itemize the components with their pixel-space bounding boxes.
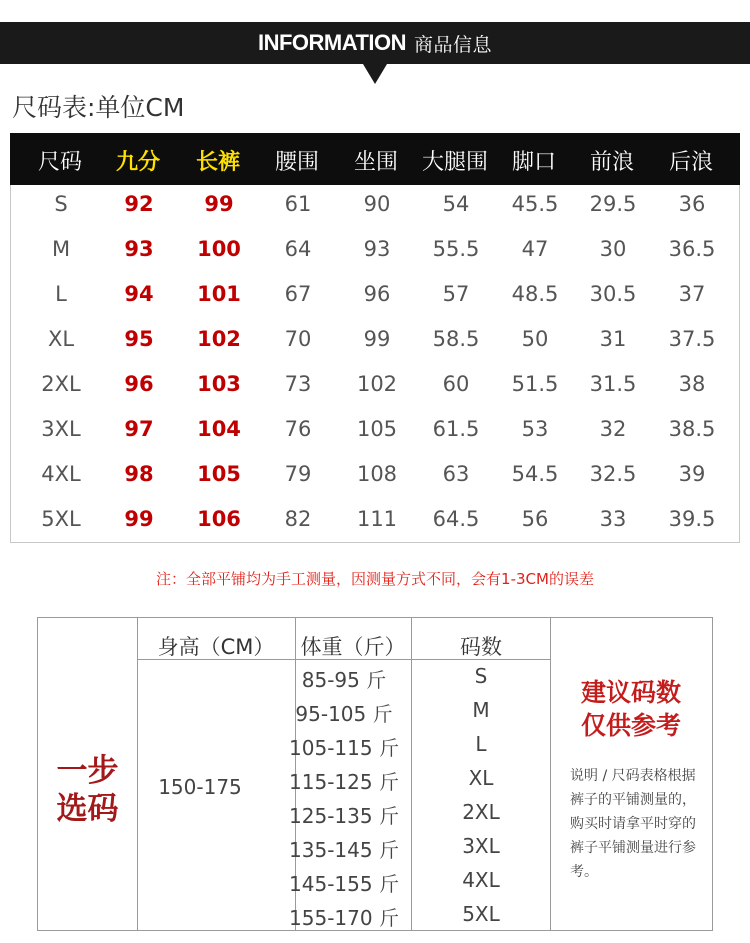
info-banner (0, 22, 750, 64)
size-cell: 105 (197, 462, 241, 486)
size-header-cell: 坐围 (353, 150, 398, 175)
size-header-cell: 九分 (115, 150, 160, 175)
size-cell: M (51, 237, 71, 261)
size-cell: 54.5 (511, 462, 559, 486)
size-cell: 38 (678, 372, 706, 396)
size-cell: 63 (442, 462, 470, 486)
size-header-cell: 后浪 (668, 150, 713, 175)
height-range-value: 150-175 (158, 775, 242, 799)
height-header: 身高（CM） (157, 635, 275, 659)
size-cell: 97 (124, 417, 154, 441)
size-cell: 102 (356, 372, 398, 396)
size-cell: 67 (284, 282, 312, 306)
weight-header: 体重（斤） (300, 635, 406, 659)
banner-title-zh: 商品信息 (414, 33, 493, 56)
size-cell: 103 (197, 372, 241, 396)
size-cell: 96 (124, 372, 154, 396)
banner-arrow-icon (363, 64, 387, 84)
size-cell: 2XL (41, 372, 81, 396)
size-chart-table (10, 133, 740, 543)
weight-range-item: 95-105 斤 (295, 702, 393, 726)
size-cell: 38.5 (668, 417, 716, 441)
column-divider (550, 618, 551, 930)
table-row (11, 185, 741, 230)
table-row (11, 500, 741, 545)
size-cell: 29.5 (589, 192, 637, 216)
column-divider (137, 618, 138, 930)
size-header-cell: 大腿围 (421, 150, 488, 175)
recommended-size-item: 5XL (462, 902, 500, 926)
size-cell: 93 (363, 237, 391, 261)
weight-range-item: 85-95 斤 (301, 668, 387, 692)
recommended-size-item: 2XL (462, 800, 500, 824)
size-cell: 111 (356, 507, 398, 531)
size-cell: 32.5 (589, 462, 637, 486)
size-cell: 39.5 (668, 507, 716, 531)
size-chart-header (10, 133, 740, 185)
size-cell: 70 (284, 327, 312, 351)
size-cell: 64.5 (432, 507, 480, 531)
size-cell: 96 (363, 282, 391, 306)
table-row (11, 275, 741, 320)
size-cell: 105 (356, 417, 398, 441)
size-cell: 36 (678, 192, 706, 216)
recommended-size-item: XL (468, 766, 494, 790)
size-cell: 99 (124, 507, 154, 531)
table-row (11, 230, 741, 275)
size-header-cell: 尺码 (37, 150, 82, 175)
weight-range-item: 125-135 斤 (289, 804, 399, 828)
size-cell: 58.5 (432, 327, 480, 351)
weight-range-item: 155-170 斤 (289, 906, 399, 930)
table-row (11, 455, 741, 500)
size-cell: 3XL (41, 417, 81, 441)
table-row (11, 320, 741, 365)
size-cell: 57 (442, 282, 470, 306)
size-cell: 99 (204, 192, 234, 216)
weight-range-item: 145-155 斤 (289, 872, 399, 896)
size-cell: 31 (599, 327, 627, 351)
size-chart-title: 尺码表:单位CM (12, 93, 185, 122)
advice-title: 建议码数 仅供参考 (580, 678, 681, 740)
size-cell: 94 (124, 282, 154, 306)
size-cell: 36.5 (668, 237, 716, 261)
size-cell: 5XL (41, 507, 81, 531)
size-cell: 98 (124, 462, 154, 486)
size-cell: 31.5 (589, 372, 637, 396)
size-cell: 33 (599, 507, 627, 531)
size-header: 码数 (460, 635, 502, 659)
size-cell: 93 (124, 237, 154, 261)
weight-range-item: 115-125 斤 (289, 770, 399, 794)
size-cell: 99 (363, 327, 391, 351)
size-cell: 48.5 (511, 282, 559, 306)
size-cell: 54 (442, 192, 470, 216)
size-cell: 30.5 (589, 282, 637, 306)
size-cell: 76 (284, 417, 312, 441)
weight-range-item: 105-115 斤 (289, 736, 399, 760)
size-cell: 60 (442, 372, 470, 396)
size-header-cell: 腰围 (274, 150, 319, 175)
size-cell: 39 (678, 462, 706, 486)
recommended-size-item: M (472, 698, 490, 722)
size-cell: 51.5 (511, 372, 559, 396)
size-cell: 61 (284, 192, 312, 216)
one-step-size-label: 一步 选码 (56, 753, 119, 827)
size-cell: 61.5 (432, 417, 480, 441)
size-cell: 45.5 (511, 192, 559, 216)
recommended-size-item: S (474, 664, 488, 688)
size-cell: 4XL (41, 462, 81, 486)
size-cell: 90 (363, 192, 391, 216)
size-cell: 95 (124, 327, 154, 351)
recommended-size-item: 3XL (462, 834, 500, 858)
measurement-note: 注：全部平铺均为手工测量，因测量方式不同，会有1-3CM的误差 (156, 570, 594, 588)
column-divider (411, 618, 412, 930)
weight-range-item: 135-145 斤 (289, 838, 399, 862)
size-selection-table (37, 617, 713, 931)
size-cell: 30 (599, 237, 627, 261)
size-cell: 37.5 (668, 327, 716, 351)
size-cell: 82 (284, 507, 312, 531)
size-cell: 64 (284, 237, 312, 261)
size-cell: 92 (124, 192, 154, 216)
size-cell: 56 (521, 507, 549, 531)
size-cell: L (55, 282, 67, 306)
size-cell: 102 (197, 327, 241, 351)
size-header-cell: 脚口 (511, 150, 556, 175)
size-header-cell: 长裤 (195, 150, 240, 175)
size-cell: 53 (521, 417, 549, 441)
table-row (11, 410, 741, 455)
size-cell: 73 (284, 372, 312, 396)
size-cell: 106 (197, 507, 241, 531)
recommended-size-item: L (475, 732, 487, 756)
size-cell: 79 (284, 462, 312, 486)
size-header-cell: 前浪 (589, 150, 634, 175)
size-cell: XL (47, 327, 75, 351)
size-cell: 50 (521, 327, 549, 351)
size-cell: 101 (197, 282, 241, 306)
size-cell: 108 (356, 462, 398, 486)
size-cell: 55.5 (432, 237, 480, 261)
size-cell: 47 (521, 237, 549, 261)
size-cell: 104 (197, 417, 241, 441)
size-cell: 32 (599, 417, 627, 441)
table-row (11, 365, 741, 410)
recommended-size-item: 4XL (462, 868, 500, 892)
size-cell: S (54, 192, 68, 216)
size-cell: 37 (678, 282, 706, 306)
advice-description: 说明 / 尺码表格根据裤子的平铺测量的，购买时请拿平时穿的裤子平铺测量进行参考。 (570, 768, 696, 880)
size-cell: 100 (197, 237, 241, 261)
banner-title-en: INFORMATION (257, 30, 407, 55)
